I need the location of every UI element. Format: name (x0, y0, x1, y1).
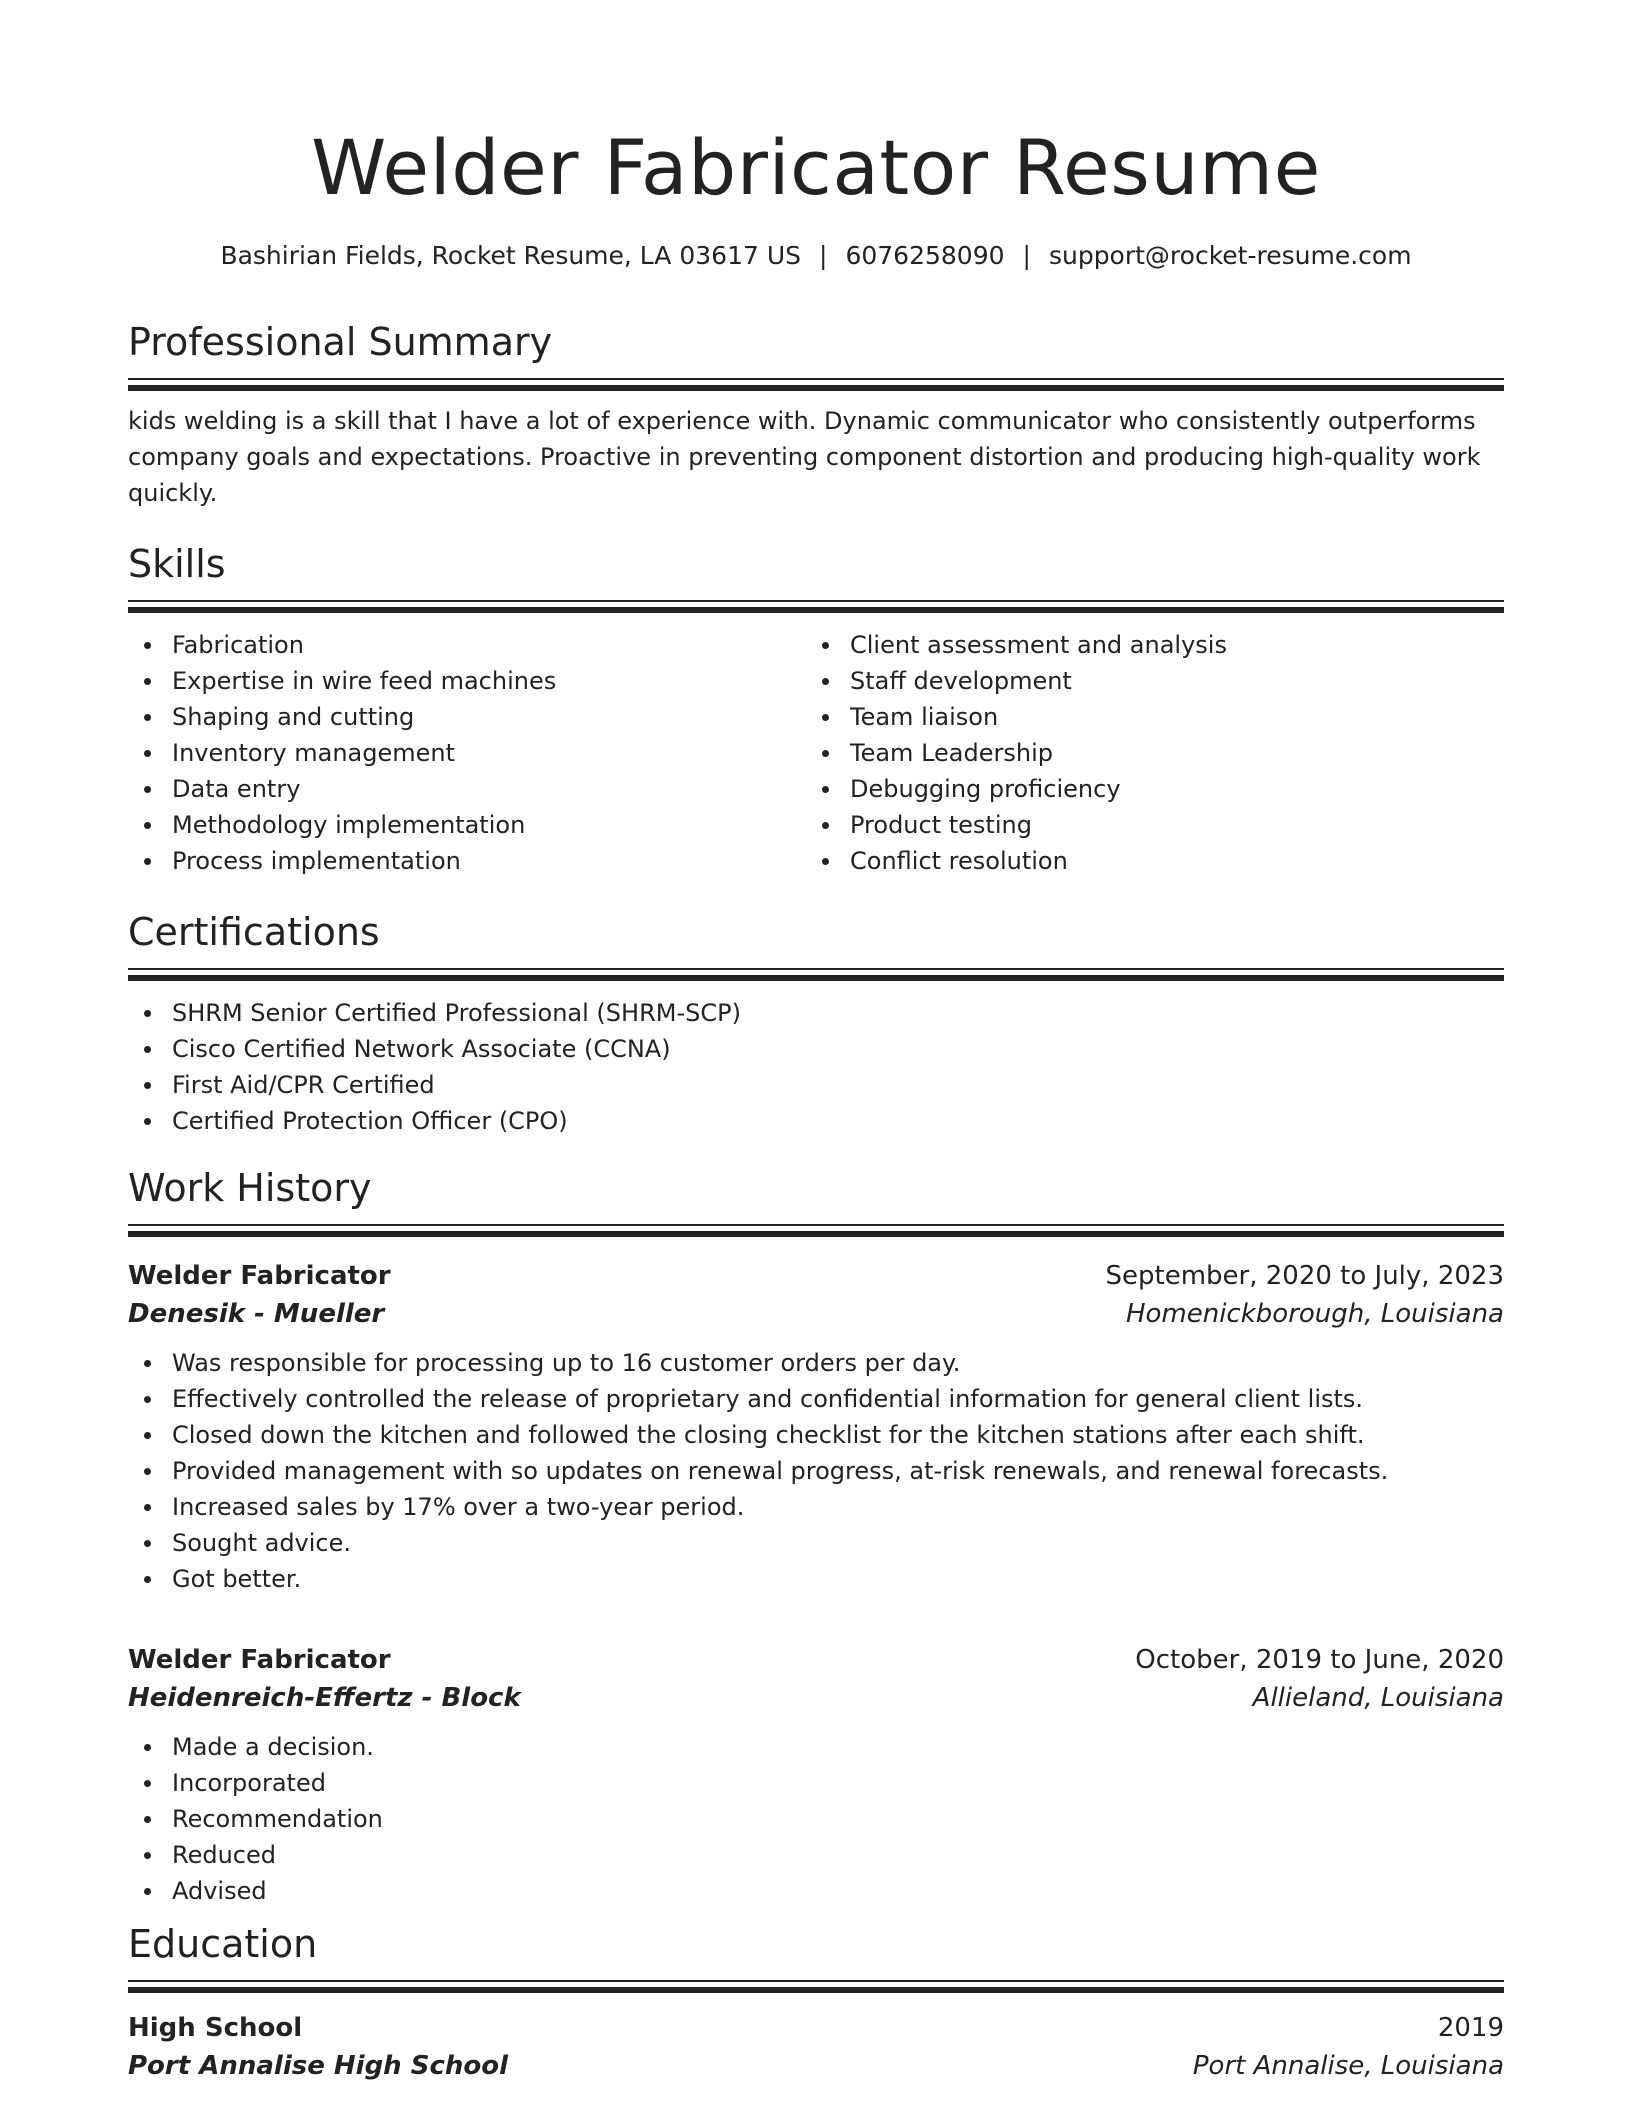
certification-item: Certified Protection Officer (CPO) (128, 1103, 1504, 1139)
job-bullet: Recommendation (128, 1801, 1504, 1837)
skills-columns (128, 613, 1504, 879)
resume-title: Welder Fabricator Resume (311, 123, 1321, 212)
education-degree: High School (128, 2013, 303, 2043)
job-entry (128, 1641, 1504, 1909)
section-heading: Skills (128, 542, 226, 586)
job-dates: October, 2019 to June, 2020 (1135, 1645, 1504, 1675)
job-company: Heidenreich-Effertz - Block (128, 1683, 521, 1713)
summary-section (128, 318, 1504, 511)
contact-separator: | (819, 241, 828, 270)
education-header (128, 2009, 1504, 2047)
education-year: 2019 (1437, 2013, 1504, 2043)
contact-separator: | (1022, 241, 1031, 270)
skill-item: Team Leadership (806, 735, 1484, 771)
job-bullet: Increased sales by 17% over a two-year period. (128, 1489, 1504, 1525)
job-dates: September, 2020 to July, 2023 (1105, 1261, 1504, 1291)
job-bullet: Was responsible for processing up to 16 customer orders per day. (128, 1345, 1504, 1381)
education-entry (128, 2009, 1504, 2085)
certification-item: Cisco Certified Network Associate (CCNA) (128, 1031, 1504, 1067)
skill-item: Process implementation (128, 843, 806, 879)
summary-text: kids welding is a skill that I have a lot of experience with. Dynamic communicator who consistently outperforms company goals and expectations. Proactive in preventing component distortion and producing high-quality work quickly. (128, 407, 1481, 507)
work-history-section (128, 1164, 1504, 1909)
contact-line (128, 238, 1504, 274)
skill-item: Data entry (128, 771, 806, 807)
job-bullet: Made a decision. (128, 1729, 1504, 1765)
skill-item: Client assessment and analysis (806, 627, 1484, 663)
job-bullet: Closed down the kitchen and followed the closing checklist for the kitchen stations after each shift. (128, 1417, 1504, 1453)
section-heading: Education (128, 1922, 318, 1966)
job-subheader (128, 1679, 1504, 1717)
job-location: Homenickborough, Louisiana (1125, 1299, 1504, 1329)
skill-item: Debugging proficiency (806, 771, 1484, 807)
job-entry (128, 1257, 1504, 1597)
job-bullet: Got better. (128, 1561, 1504, 1597)
job-bullets (128, 1729, 1504, 1909)
education-section (128, 1920, 1504, 2085)
skill-item: Shaping and cutting (128, 699, 806, 735)
skill-item: Expertise in wire feed machines (128, 663, 806, 699)
job-bullet: Sought advice. (128, 1525, 1504, 1561)
education-subheader (128, 2047, 1504, 2085)
job-bullet: Provided management with so updates on renewal progress, at-risk renewals, and renewal forecasts. (128, 1453, 1504, 1489)
skill-item: Staff development (806, 663, 1484, 699)
certification-item: First Aid/CPR Certified (128, 1067, 1504, 1103)
job-title: Welder Fabricator (128, 1261, 391, 1291)
section-rule (128, 968, 1504, 981)
job-location: Allieland, Louisiana (1252, 1683, 1504, 1713)
skill-item: Inventory management (128, 735, 806, 771)
contact-email[interactable]: support@rocket-resume.com (1048, 241, 1412, 270)
contact-address: Bashirian Fields, Rocket Resume, LA 03617 US (220, 241, 802, 270)
job-title: Welder Fabricator (128, 1645, 391, 1675)
skill-item: Methodology implementation (128, 807, 806, 843)
job-bullet: Incorporated (128, 1765, 1504, 1801)
skill-item: Product testing (806, 807, 1484, 843)
section-rule (128, 1224, 1504, 1237)
skills-section (128, 540, 1504, 879)
section-heading: Professional Summary (128, 320, 553, 364)
job-header (128, 1641, 1504, 1679)
job-company: Denesik - Mueller (128, 1299, 385, 1329)
education-location: Port Annalise, Louisiana (1192, 2051, 1504, 2081)
skills-list-right (806, 627, 1484, 879)
job-bullets (128, 1345, 1504, 1597)
section-heading: Work History (128, 1166, 372, 1210)
job-subheader (128, 1295, 1504, 1333)
section-rule (128, 378, 1504, 391)
skills-list-left (128, 627, 806, 879)
skill-item: Team liaison (806, 699, 1484, 735)
job-bullet: Effectively controlled the release of proprietary and confidential information for general client lists. (128, 1381, 1504, 1417)
education-school: Port Annalise High School (128, 2051, 509, 2081)
section-rule (128, 1980, 1504, 1993)
section-rule (128, 600, 1504, 613)
contact-phone: 6076258090 (845, 241, 1005, 270)
skill-item: Conflict resolution (806, 843, 1484, 879)
certifications-section (128, 908, 1504, 1139)
certification-item: SHRM Senior Certified Professional (SHRM-SCP) (128, 995, 1504, 1031)
job-header (128, 1257, 1504, 1295)
section-heading: Certifications (128, 910, 380, 954)
job-bullet: Reduced (128, 1837, 1504, 1873)
skill-item: Fabrication (128, 627, 806, 663)
certifications-list (128, 995, 1504, 1139)
job-bullet: Advised (128, 1873, 1504, 1909)
